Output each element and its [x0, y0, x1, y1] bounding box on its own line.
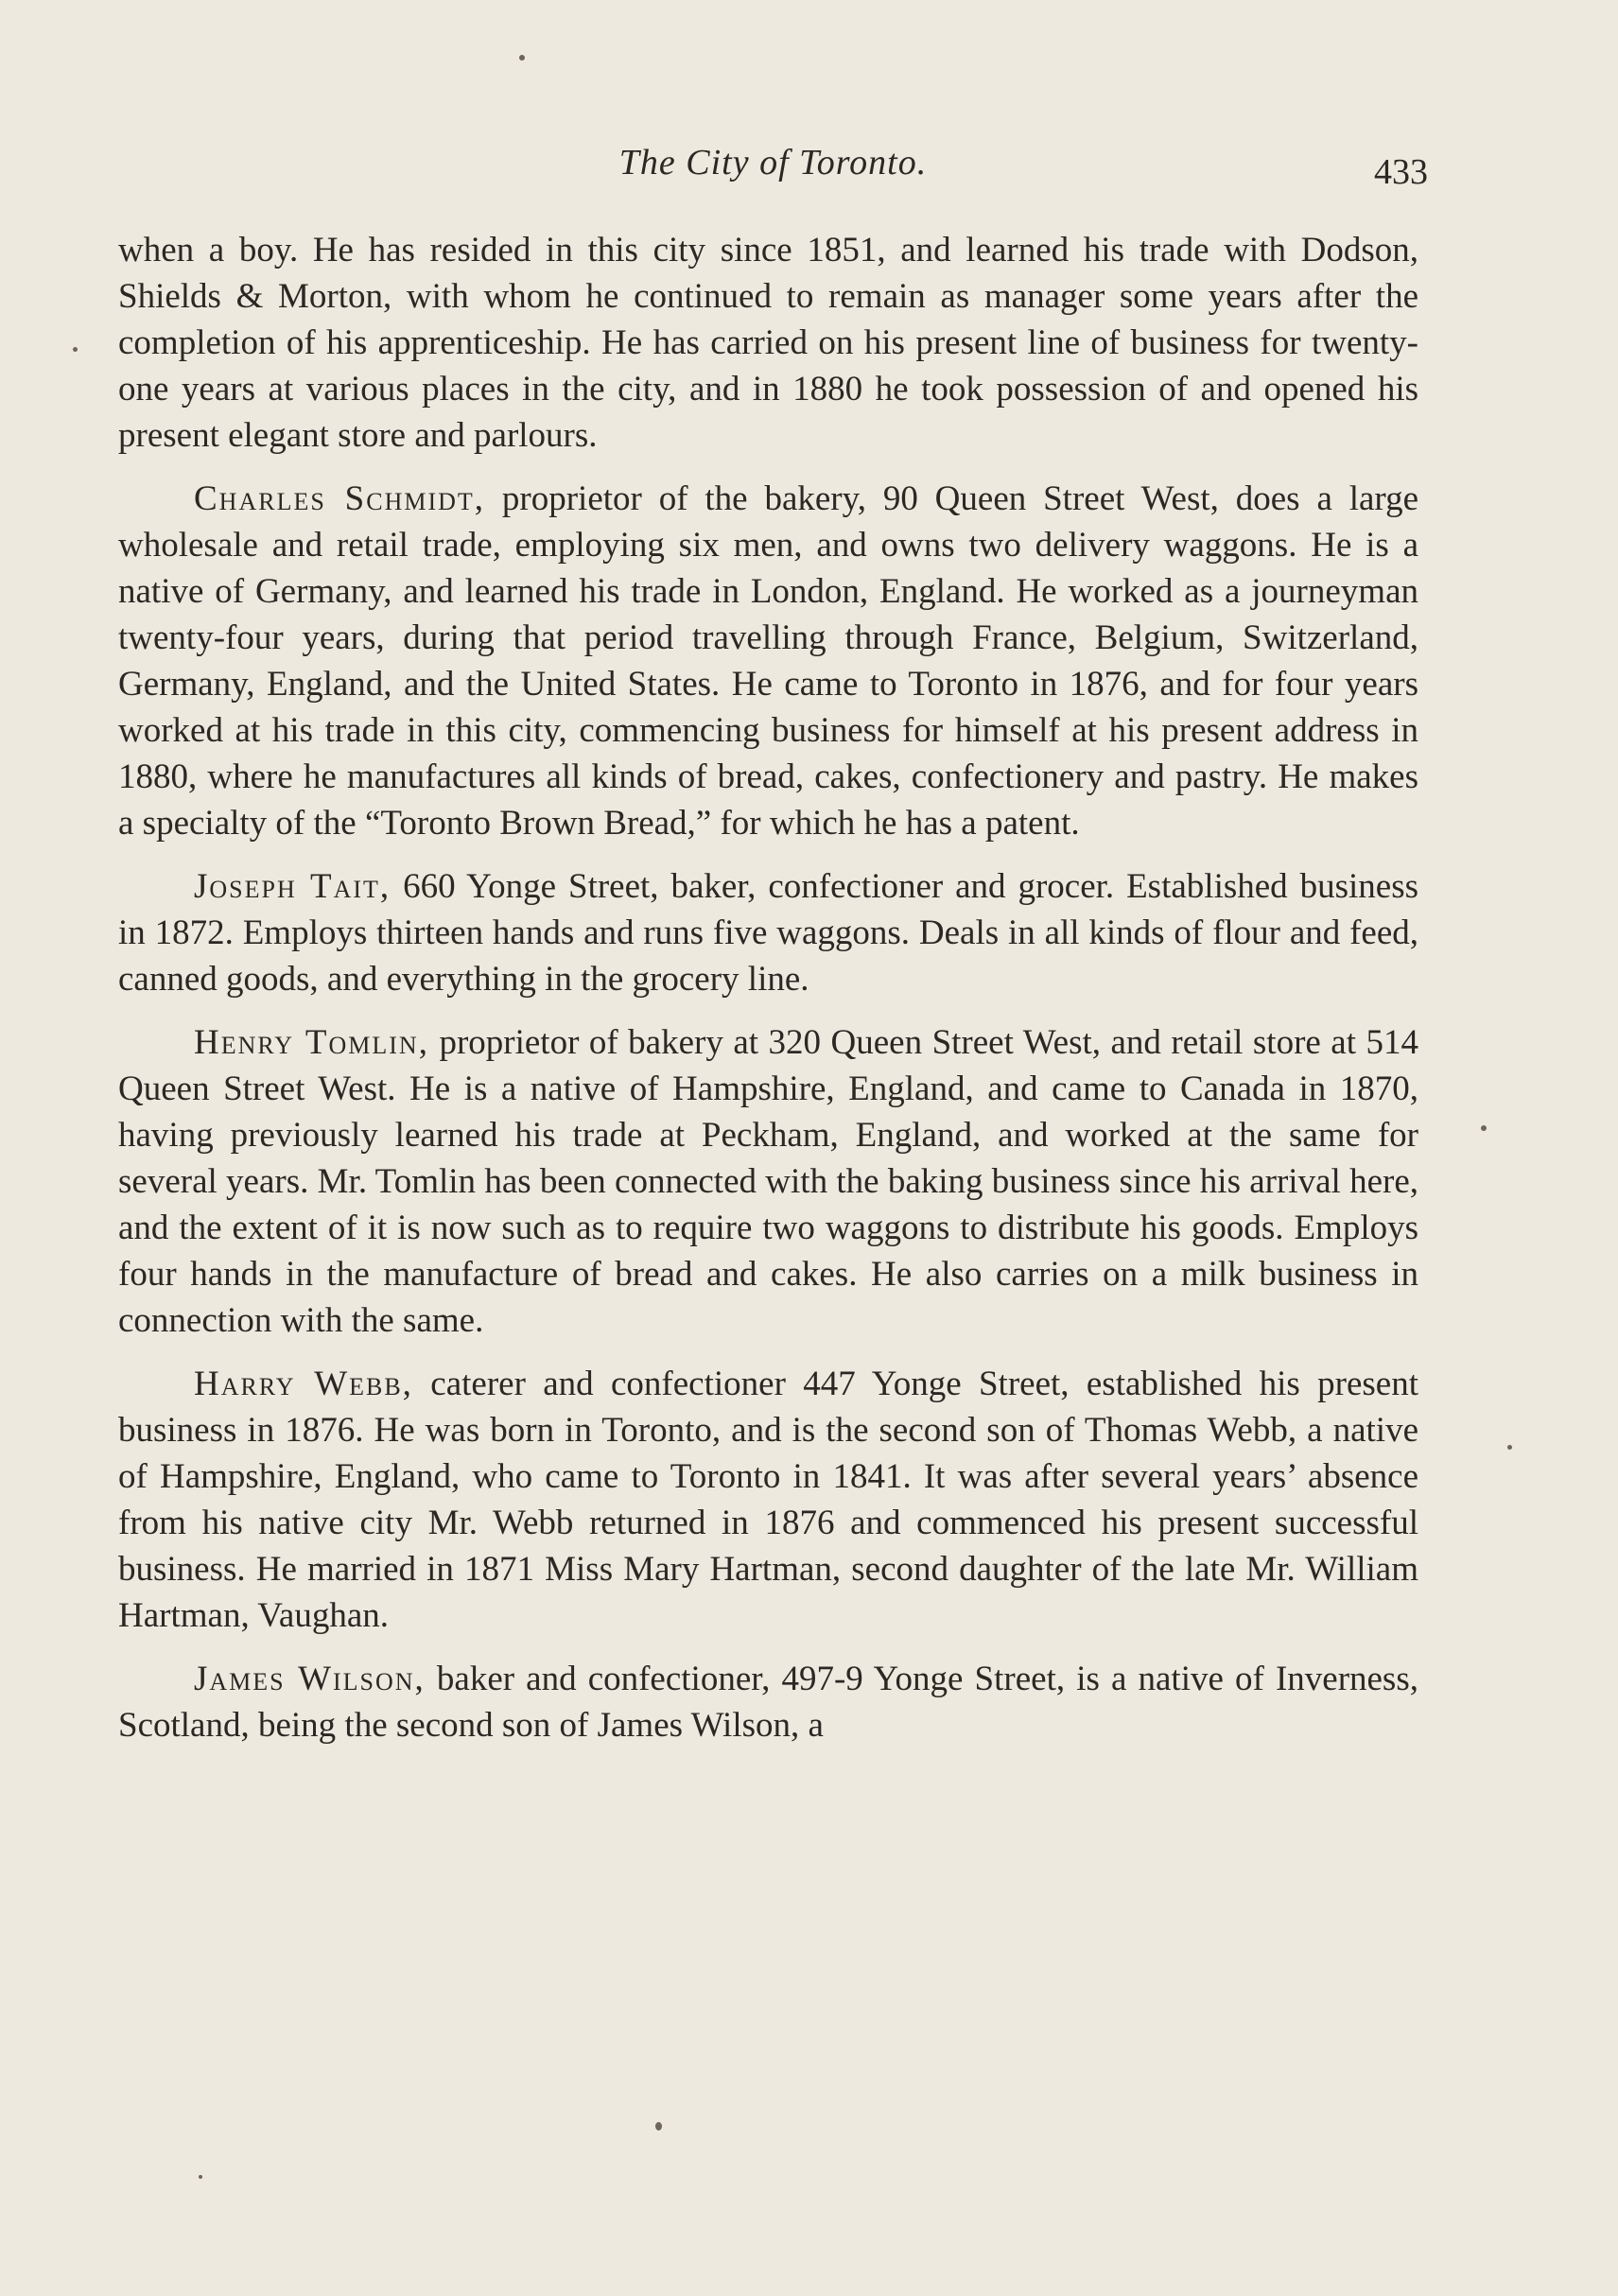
paragraph-continued [118, 227, 1418, 459]
entry-name: Charles Schmidt, [194, 479, 486, 518]
entry-henry-tomlin [118, 1019, 1418, 1344]
paper-speck [199, 2175, 202, 2179]
paper-speck [1507, 1445, 1512, 1450]
body-text [118, 227, 1418, 1765]
page-number: 433 [1374, 152, 1428, 192]
paper-speck [73, 347, 78, 352]
entry-charles-schmidt [118, 476, 1418, 846]
entry-text: proprietor of bakery at 320 Queen Street West, and retail store at 514 Queen Street West. He is a native of Hampshire, England, and came to Canada in 1870, having previously learned his trade at Peckham, England, and worked at the same for several years. Mr. Tomlin has been connected with the baking business since his arrival here, and the extent of it is now such as to require two waggons to distribute his goods. Employs four hands in the manufacture of bread and cakes. He also carries on a milk business in connection with the same. [118, 1023, 1418, 1340]
entry-text: proprietor of the bakery, 90 Queen Street West, does a large wholesale and retail trade, employing six men, and owns two delivery waggons. He is a native of Germany, and learned his trade in London, England. He worked as a journeyman twenty-four years, during that period travelling through France, Belgium, Switzerland, Germany, England, and the United States. He came to Toronto in 1876, and for four years worked at his trade in this city, commencing business for himself at his present address in 1880, where he manufactures all kinds of bread, cakes, confectionery and pastry. He makes a specialty of the “Toronto Brown Bread,” for which he has a patent. [118, 479, 1418, 843]
entry-text: caterer and confectioner 447 Yonge Street, established his present business in 1876. He was born in Toronto, and is the second son of Thomas Webb, a native of Hampshire, England, who came to Toronto in 1841. It was after several years’ absence from his native city Mr. Webb returned in 1876 and commenced his present successful business. He married in 1871 Miss Mary Hartman, second daughter of the late Mr. William Hartman, Vaughan. [118, 1365, 1418, 1635]
entry-text: 660 Yonge Street, baker, confectioner and grocer. Established business in 1872. Employs thirteen hands and runs five waggons. Deals in all kinds of flour and feed, canned goods, and everything in the grocery line. [118, 867, 1418, 999]
entry-joseph-tait [118, 863, 1418, 1002]
entry-name: Joseph Tait, [194, 867, 391, 906]
paper-speck [655, 2122, 662, 2131]
entry-harry-webb [118, 1361, 1418, 1639]
entry-name: Henry Tomlin, [194, 1023, 429, 1062]
entry-text: baker and confectioner, 497-9 Yonge Street, is a native of Inverness, Scotland, being the second son of James Wilson, a [118, 1660, 1418, 1745]
paper-speck [519, 55, 525, 61]
paragraph-text: when a boy. He has resided in this city since 1851, and learned his trade with Dodson, Shields & Morton, with whom he continued to remain as manager some years after the completion of his apprenticeship. He has carried on his present line of business for twenty-one years at various places in the city, and in 1880 he took possession of and opened his present elegant store and parlours. [118, 231, 1418, 455]
paper-speck [1481, 1125, 1487, 1131]
entry-name: James Wilson, [194, 1660, 426, 1698]
running-head [118, 142, 1428, 199]
entry-name: Harry Webb, [194, 1365, 413, 1403]
running-title: The City of Toronto. [618, 143, 928, 183]
entry-james-wilson [118, 1656, 1418, 1748]
